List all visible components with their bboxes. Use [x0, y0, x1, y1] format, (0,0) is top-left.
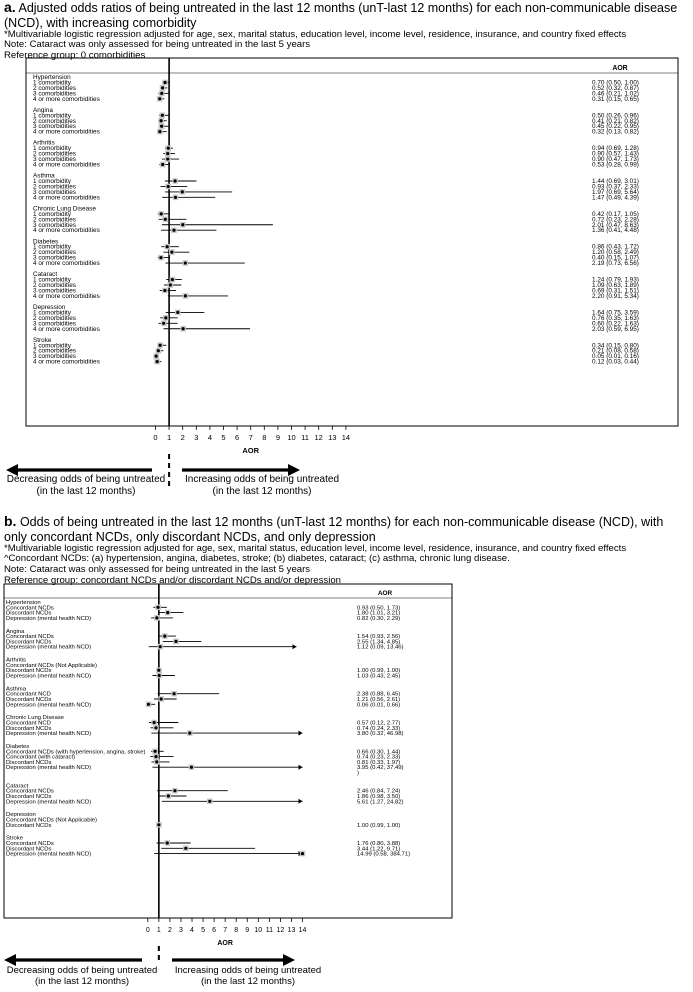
b-row-label: Depression (mental health NCD) [6, 851, 92, 858]
b-point-estimate [166, 841, 169, 844]
a-x-tick-label: 9 [275, 433, 280, 442]
b-x-tick-label: 13 [287, 927, 296, 934]
a-row-value: 0.70 (0.50, 1.00) [592, 79, 639, 87]
a-row-value: 0.45 (0.22, 0.95) [592, 123, 639, 131]
b-row-value: 1.21 (0.56, 2.61) [357, 697, 401, 703]
a-row-label: 2 comorbidities [33, 249, 76, 257]
b-row-label: Discordant NCDs [6, 639, 52, 646]
a-point-estimate [164, 218, 167, 221]
panel-a-arrow-right-label [182, 474, 342, 498]
panel-b-note3: Note: Cataract was only assessed for being untreated in the last 5 years [4, 564, 311, 576]
b-row-value: 0.93 (0.50, 1.73) [357, 605, 401, 612]
a-x-tick-label: 0 [153, 433, 158, 442]
a-group-label: Stroke [33, 336, 52, 344]
a-row-label: 1 comorbidity [33, 79, 72, 87]
panel-b-letter: b. [4, 513, 17, 529]
b-x-tick-label: 9 [245, 927, 250, 934]
b-row-value: ) [357, 770, 359, 777]
b-row-label: Depression (mental health NCD) [6, 765, 92, 772]
panel-b-title-text: Odds of being untreated in the last 12 months (unT-last 12 months) for each non-communicable disease (NCD), with only concordant NCDs, only discordant NCDs, and only depression [4, 515, 664, 544]
a-row-label: 1 comorbidity [33, 145, 72, 153]
b-row-value: 0.57 (0.12, 2.77) [357, 720, 401, 727]
panel-b-note1: *Multivariable logistic regression adjusted for age, sex, marital status, education level, income level, residence, insurance, and country fixed effects [4, 542, 627, 554]
b-row-value: 5.61 (1.27, 24.82) [357, 799, 404, 806]
panel-b-arrow-right-label [168, 966, 328, 988]
a-point-estimate [157, 349, 160, 352]
b-row-label: Concordant NCD [6, 720, 51, 727]
a-row-label: 3 comorbidities [33, 123, 76, 131]
a-row-label: 4 or more comorbidities [33, 161, 100, 169]
a-row-value: 1.47 (0.49, 4.39) [592, 194, 639, 202]
a-point-estimate [167, 147, 170, 150]
a-x-tick-label: 1 [167, 433, 172, 442]
a-group-label: Asthma [33, 172, 55, 180]
a-row-value: 0.41 (0.21, 0.82) [592, 117, 639, 125]
b-x-tick-label: 12 [276, 927, 285, 934]
a-row-label: 3 comorbidities [33, 320, 76, 328]
a-x-tick-label: 13 [328, 433, 337, 442]
a-point-estimate [161, 114, 164, 117]
b-row-label: Discordant NCDs [6, 697, 52, 703]
panel-a-arrow-right-line1: Increasing odds of being untreated [185, 474, 339, 485]
panel-a-title [4, 0, 689, 30]
b-point-estimate [152, 721, 155, 724]
a-row-label: 4 or more comorbidities [33, 128, 100, 136]
b-row-value: 2.46 (0.84, 7.24) [357, 788, 401, 795]
a-row-value: 2.20 (0.91, 5.34) [592, 292, 639, 300]
a-point-estimate [161, 163, 164, 166]
b-x-tick-label: 6 [212, 927, 217, 934]
b-row-label: Depression (mental health NCD) [6, 731, 92, 738]
panel-a-reference: Reference group: 0 comorbidities [4, 50, 146, 62]
b-ci-arrow [299, 765, 303, 770]
b-row-label: Discordant NCDs [6, 668, 52, 675]
a-row-label: 2 comorbidities [33, 314, 76, 322]
panel-a-note1: *Multivariable logistic regression adjusted for age, sex, marital status, education level, income level, residence, insurance, and country fixed effects [4, 28, 627, 40]
b-x-tick-label: 14 [298, 927, 307, 934]
b-row-label: Depression (mental health NCD) [6, 799, 92, 806]
panel-a-letter: a. [4, 0, 16, 15]
b-group-label: Asthma [6, 686, 26, 693]
b-row-value: 1.00 (0.99, 1.00) [357, 668, 401, 675]
a-point-estimate [160, 92, 163, 95]
a-group-label: Arthritis [33, 139, 55, 147]
a-point-estimate [160, 212, 163, 215]
a-x-axis-title: AOR [242, 446, 260, 455]
a-point-estimate [176, 311, 179, 314]
b-row-value: 0.74 (0.24, 2.33) [357, 725, 401, 732]
a-row-value: 0.21 (0.08, 0.58) [592, 347, 639, 355]
a-x-tick-label: 14 [341, 433, 351, 442]
a-group-label: Diabetes [33, 238, 59, 246]
b-point-estimate [301, 852, 304, 855]
b-row-label: Concordant NCDs (with hypertension, angina, stroke) [6, 749, 146, 756]
a-row-value: 0.40 (0.15, 1.07) [592, 254, 639, 262]
b-point-estimate [147, 703, 150, 706]
a-point-estimate [181, 190, 184, 193]
a-x-tick-label: 5 [221, 433, 226, 442]
b-row-label: Depression (mental health NCD) [6, 673, 92, 680]
b-point-estimate [190, 766, 193, 769]
a-row-value: 0.42 (0.17, 1.05) [592, 210, 639, 218]
panel-b-title [4, 514, 689, 544]
a-row-label: 4 or more comorbidities [33, 260, 100, 268]
a-x-tick-label: 8 [262, 433, 267, 442]
a-row-label: 1 comorbidity [33, 243, 72, 251]
a-row-label: 2 comorbidities [33, 84, 76, 92]
a-row-value: 0.69 (0.31, 1.51) [592, 287, 639, 295]
a-row-label: 2 comorbidities [33, 183, 76, 191]
b-group-label: Stroke [6, 835, 24, 842]
panel-b-header [4, 514, 689, 587]
b-group-label: Depression [6, 812, 36, 819]
a-point-estimate [166, 152, 169, 155]
a-group-label: Depression [33, 303, 66, 311]
a-row-label: 4 or more comorbidities [33, 194, 100, 202]
a-x-tick-label: 12 [314, 433, 323, 442]
b-row-value: 1.86 (0.98, 3.50) [357, 794, 401, 800]
panel-b-arrow-left-line1: Decreasing odds of being untreated [6, 965, 158, 976]
a-row-value: 2.19 (0.73, 6.56) [592, 260, 639, 268]
b-row-label: Depression (mental health NCD) [6, 644, 92, 651]
b-x-tick-label: 1 [156, 927, 161, 934]
panel-b-arrow-left-label [2, 966, 162, 988]
b-ci-arrow [299, 799, 303, 804]
a-row-label: 1 comorbidity [33, 276, 72, 284]
a-row-value: 1.97 (0.69, 5.64) [592, 188, 639, 196]
panel-a-arrow-left-line1: Decreasing odds of being untreated [6, 474, 166, 485]
a-row-label: 4 or more comorbidities [33, 325, 100, 333]
b-row-value: 1.76 (0.80, 3.88) [357, 841, 401, 847]
b-column-header: AOR [377, 590, 393, 597]
panel-b-arrow-right-line2: (in the last 12 months) [201, 975, 295, 987]
b-x-axis-title: AOR [217, 940, 233, 947]
a-x-tick-label: 3 [194, 433, 199, 442]
a-point-estimate [159, 344, 162, 347]
a-row-value: 0.90 (0.47, 1.73) [592, 156, 639, 164]
a-x-tick-label: 7 [248, 433, 253, 442]
a-row-label: 1 comorbidity [33, 342, 72, 350]
a-row-value: 0.32 (0.13, 0.82) [592, 128, 639, 136]
b-ci-arrow [293, 644, 297, 649]
a-row-value: 0.34 (0.15, 0.80) [592, 342, 639, 350]
b-point-estimate [163, 635, 166, 638]
b-row-label: Concordant NCDs (Not Applicable) [6, 817, 98, 824]
panel-a-note2: Note: Cataract was only assessed for being untreated in the last 5 years [4, 39, 311, 51]
b-point-estimate [158, 674, 161, 677]
a-point-estimate [158, 97, 161, 100]
a-row-value: 0.31 (0.15, 0.65) [592, 95, 639, 103]
a-point-estimate [158, 130, 161, 133]
b-x-tick-label: 4 [190, 927, 194, 934]
a-point-estimate [181, 223, 184, 226]
a-row-value: 2.01 (0.47, 8.63) [592, 221, 639, 229]
a-point-estimate [159, 256, 162, 259]
a-column-header: AOR [612, 65, 628, 72]
b-group-label: Hypertension [6, 600, 41, 606]
b-x-tick-label: 3 [178, 927, 183, 934]
b-row-value: 0.82 (0.30, 2.29) [357, 615, 401, 622]
b-x-tick-label: 8 [234, 927, 239, 934]
b-row-value: 2.55 (1.34, 4.85) [357, 639, 401, 646]
panel-a-header [4, 0, 689, 62]
a-row-label: 4 or more comorbidities [33, 292, 100, 300]
b-row-value: 1.12 (0.09, 13.46) [357, 644, 404, 651]
a-x-tick-label: 11 [301, 433, 309, 442]
a-row-label: 3 comorbidities [33, 287, 76, 295]
b-x-tick-label: 2 [167, 927, 172, 934]
a-point-estimate [164, 316, 167, 319]
b-point-estimate [188, 732, 191, 735]
b-row-value: 0.06 (0.01, 0.66) [357, 702, 401, 709]
b-row-label: Concordant NCDs [6, 605, 54, 612]
b-point-estimate [160, 697, 163, 700]
a-row-value: 0.94 (0.69, 1.28) [592, 145, 639, 153]
a-row-value: 0.53 (0.28, 0.99) [592, 161, 639, 169]
a-row-value: 1.44 (0.69, 3.01) [592, 178, 639, 185]
a-point-estimate [169, 283, 172, 286]
a-point-estimate [184, 294, 187, 297]
b-point-estimate [159, 645, 162, 648]
b-point-estimate [157, 823, 160, 826]
b-point-estimate [154, 726, 157, 729]
a-point-estimate [160, 125, 163, 128]
b-row-value: 3.44 (1.22, 9.71) [357, 846, 401, 853]
b-row-label: Depression (mental health NCD) [6, 615, 92, 622]
a-row-label: 2 comorbidities [33, 216, 76, 224]
a-row-value: 0.72 (0.23, 2.28) [592, 216, 639, 224]
a-point-estimate [170, 251, 173, 254]
a-row-label: 4 or more comorbidities [33, 227, 100, 235]
a-point-estimate [162, 322, 165, 325]
a-point-estimate [163, 81, 166, 84]
b-row-label: Concordant NCDs (Not Applicable) [6, 662, 98, 669]
a-row-label: 1 comorbidity [33, 178, 72, 185]
panel-b-arrow-left-line2: (in the last 12 months) [35, 975, 129, 987]
b-row-label: Discordant NCDs [6, 822, 52, 829]
b-row-label: Depression (mental health NCD) [6, 702, 92, 709]
a-x-tick-label: 10 [287, 433, 296, 442]
a-row-label: 1 comorbidity [33, 309, 72, 317]
b-row-label: Discordant NCDs [6, 759, 52, 766]
a-row-value: 0.76 (0.35, 1.63) [592, 314, 639, 322]
b-point-estimate [184, 847, 187, 850]
a-point-estimate [171, 278, 174, 281]
a-point-estimate [159, 119, 162, 122]
b-row-value: 1.03 (0.43, 2.45) [357, 673, 401, 680]
a-row-label: 3 comorbidities [33, 90, 76, 98]
panel-a-arrow-left-line2: (in the last 12 months) [36, 486, 136, 497]
a-point-estimate [163, 289, 166, 292]
a-row-value: 0.46 (0.21, 1.02) [592, 90, 639, 98]
b-point-estimate [155, 760, 158, 763]
a-point-estimate [161, 86, 164, 89]
b-row-label: Discordant NCDs [6, 725, 52, 732]
b-point-estimate [155, 616, 158, 619]
b-point-estimate [208, 800, 211, 803]
a-row-value: 0.93 (0.37, 2.33) [592, 183, 639, 191]
a-point-estimate [172, 229, 175, 232]
a-row-value: 0.52 (0.32, 0.87) [592, 84, 639, 92]
b-row-value: 1.80 (1.01, 3.21) [357, 610, 401, 617]
b-row-value: 2.38 (0.88, 6.45) [357, 691, 401, 698]
a-row-label: 3 comorbidities [33, 254, 76, 262]
panel-a-arrow-left-label [6, 474, 166, 498]
b-row-value: 1.54 (0.93, 2.56) [357, 634, 401, 641]
a-point-estimate [174, 196, 177, 199]
b-group-label: Angina [6, 628, 25, 635]
b-x-tick-label: 10 [254, 927, 263, 934]
a-point-estimate [173, 179, 176, 182]
a-row-label: 3 comorbidities [33, 156, 76, 164]
a-plot-frame [26, 58, 678, 426]
b-point-estimate [172, 692, 175, 695]
b-group-label: Cataract [6, 783, 29, 790]
a-row-value: 0.90 (0.57, 1.43) [592, 150, 639, 158]
a-row-value: 1.36 (0.41, 4.48) [592, 227, 639, 235]
a-row-value: 0.86 (0.43, 1.72) [592, 243, 639, 251]
b-row-label: Discordant NCDs [6, 794, 52, 800]
b-group-label: Arthritis [6, 657, 26, 664]
a-row-label: 1 comorbidity [33, 210, 72, 218]
b-row-value: 14.99 (0.58, 384.71) [357, 851, 411, 858]
a-row-value: 0.60 (0.22, 1.63) [592, 320, 639, 328]
a-group-label: Hypertension [33, 74, 71, 81]
a-point-estimate [184, 261, 187, 264]
b-row-value: 3.95 (0.42, 37.49) [357, 765, 404, 772]
b-point-estimate [174, 640, 177, 643]
b-x-tick-label: 0 [145, 927, 150, 934]
a-row-value: 1.64 (0.75, 3.59) [592, 309, 639, 317]
a-point-estimate [156, 360, 159, 363]
b-ci-arrow [299, 731, 303, 736]
b-row-value: 3.80 (0.32, 46.98) [357, 731, 404, 738]
b-row-label: Concordant NCDs [6, 841, 54, 847]
a-row-label: 3 comorbidities [33, 353, 76, 361]
a-row-label: 4 or more comorbidities [33, 95, 100, 103]
b-row-label: Concordant (with cataract) [6, 754, 76, 761]
b-point-estimate [154, 755, 157, 758]
a-row-label: 1 comorbidity [33, 112, 72, 120]
a-row-value: 2.03 (0.59, 6.95) [592, 325, 639, 333]
a-x-tick-label: 2 [180, 433, 185, 442]
b-row-label: Discordant NCDs [6, 846, 52, 853]
b-point-estimate [156, 606, 159, 609]
a-row-value: 0.12 (0.03, 0.44) [592, 358, 639, 366]
b-x-tick-label: 7 [223, 927, 228, 934]
b-row-value: 1.00 (0.99, 1.00) [357, 822, 401, 829]
a-point-estimate [155, 355, 158, 358]
a-row-value: 0.05 (0.01, 0.16) [592, 353, 639, 361]
b-row-value: 0.66 (0.30, 1.44) [357, 749, 401, 756]
b-point-estimate [167, 794, 170, 797]
a-row-value: 1.24 (0.79, 1.93) [592, 276, 639, 284]
a-row-label: 2 comorbidities [33, 150, 76, 158]
b-row-label: Concordant NCDs [6, 788, 54, 795]
a-row-label: 4 or more comorbidities [33, 358, 100, 366]
a-group-label: Angina [33, 106, 53, 114]
a-point-estimate [166, 157, 169, 160]
a-point-estimate [166, 245, 169, 248]
b-point-estimate [157, 669, 160, 672]
b-point-estimate [153, 750, 156, 753]
a-point-estimate [167, 185, 170, 188]
a-group-label: Chronic Lung Disease [33, 205, 96, 213]
a-row-label: 2 comorbidities [33, 347, 76, 355]
b-x-tick-label: 11 [265, 927, 273, 934]
b-group-label: Chronic Lung Disease [6, 715, 64, 722]
forest-plot-b [0, 584, 693, 964]
a-row-label: 3 comorbidities [33, 188, 76, 196]
a-point-estimate [182, 327, 185, 330]
a-row-value: 0.50 (0.26, 0.96) [592, 112, 639, 120]
a-x-tick-label: 4 [207, 433, 212, 442]
b-group-label: Diabetes [6, 744, 30, 750]
b-row-value: 0.74 (0.23, 2.33) [357, 754, 401, 761]
b-x-tick-label: 5 [201, 927, 206, 934]
forest-plot-a [0, 58, 693, 508]
a-row-label: 2 comorbidities [33, 117, 76, 125]
b-row-label: Concordant NCD [6, 691, 51, 698]
b-row-label: Concordant NCDs [6, 634, 54, 641]
panel-b-arrow-right-line1: Increasing odds of being untreated [174, 965, 322, 976]
a-row-label: 3 comorbidities [33, 221, 76, 229]
b-row-value: 0.81 (0.33, 1.97) [357, 759, 401, 766]
b-point-estimate [173, 789, 176, 792]
panel-a-arrow-right-line2: (in the last 12 months) [212, 486, 312, 497]
a-row-label: 2 comorbidities [33, 282, 76, 289]
panel-a-title-text: Adjusted odds ratios of being untreated in the last 12 months (unT-last 12 months) for each non-communicable disease (NCD), with increasing comorbidity [4, 1, 678, 30]
b-point-estimate [166, 611, 169, 614]
a-row-value: 1.20 (0.58, 2.49) [592, 249, 639, 257]
panel-b-reference: Reference group: concordant NCDs and/or discordant NCDs and/or depression [4, 574, 342, 586]
panel-b-note2: ^Concordant NCDs: (a) hypertension, angina, diabetes, stroke; (b) diabetes, cataract; (c) asthma, chronic lung disease. [4, 553, 510, 565]
a-group-label: Cataract [33, 271, 58, 279]
a-x-tick-label: 6 [235, 433, 240, 442]
a-row-value: 1.09 (0.63, 1.89) [592, 282, 639, 289]
b-row-label: Discordant NCDs [6, 610, 52, 617]
